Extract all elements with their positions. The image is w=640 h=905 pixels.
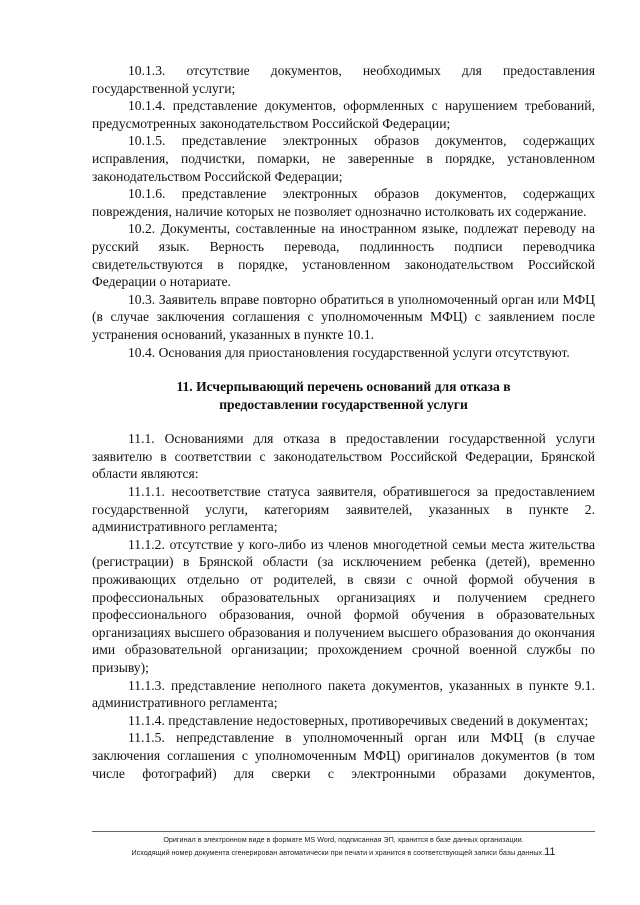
- footer-note-number-text: Исходящий номер документа сгенерирован автоматически при печати и хранится в соответствующей записи базы данных.: [131, 848, 545, 857]
- document-page: [92, 62, 595, 782]
- section-heading-line-1: 11. Исчерпывающий перечень оснований для отказа в: [176, 379, 511, 395]
- paragraph-10-2: 10.2. Документы, составленные на иностранном языке, подлежат переводу на русский язык. Верность перевода, подлинность подписи переводчика свидетельствуются в порядке, установленном законодательством Российской Федерации о нотариате.: [92, 221, 595, 290]
- paragraph-11-1-2: 11.1.2. отсутствие у кого-либо из членов многодетной семьи места жительства (регистрации) в Брянской области (за исключением ребенка (детей), временно проживающих отдельно от родителей, в связи с очной формой обучения в профессиональных образовательных организациях и получением среднего профессионального образования, очной формой обучения в образовательных организациях высшего образования и получением высшего образования до окончания ими образовательной организации; прохождением срочной военной службы по призыву);: [92, 536, 595, 675]
- paragraph-10-3: 10.3. Заявитель вправе повторно обратиться в уполномоченный орган или МФЦ (в случае заключения соглашения с уполномоченным МФЦ) с заявлением после устранения оснований, указанных в пункте 10.1.: [92, 291, 595, 342]
- footer-divider: [92, 831, 595, 832]
- paragraph-10-4: 10.4. Основания для приостановления государственной услуги отсутствуют.: [128, 344, 570, 360]
- section-heading-line-2: предоставлении государственной услуги: [219, 396, 468, 412]
- paragraph-11-1-5: 11.1.5. непредставление в уполномоченный орган или МФЦ (в случае заключения соглашения с уполномоченным МФЦ) оригиналов документов (в том числе фотографий) для сверки с электронными образами документов,: [92, 730, 595, 781]
- footer-note-original: Оригинал в электронном виде в формате MS Word, подписанная ЭП, хранится в базе данных организации.: [163, 835, 524, 844]
- spacer: [92, 361, 595, 378]
- page-number: 11: [544, 846, 556, 858]
- page-footer: [92, 834, 595, 859]
- paragraph-11-1-3: 11.1.3. представление неполного пакета документов, указанных в пункте 9.1. административного регламента;: [92, 677, 595, 711]
- paragraph-10-1-5: 10.1.5. представление электронных образов документов, содержащих исправления, подчистки, помарки, не заверенные в порядке, установленном законодательством Российской Федерации;: [92, 133, 595, 184]
- spacer: [92, 413, 595, 430]
- paragraph-10-1-3: 10.1.3. отсутствие документов, необходимых для предоставления государственной услуги;: [92, 63, 595, 96]
- paragraph-11-1: 11.1. Основаниями для отказа в предоставлении государственной услуги заявителю в соответствии с законодательством Российской Федерации, Брянской области являются:: [92, 431, 595, 482]
- paragraph-10-1-6: 10.1.6. представление электронных образов документов, содержащих повреждения, наличие которых не позволяет однозначно истолковать их содержание.: [92, 186, 595, 219]
- paragraph-10-1-4: 10.1.4. представление документов, оформленных с нарушением требований, предусмотренных законодательством Российской Федерации;: [92, 98, 595, 131]
- paragraph-11-1-4: 11.1.4. представление недостоверных, противоречивых сведений в документах;: [128, 712, 589, 728]
- paragraph-11-1-1: 11.1.1. несоответствие статуса заявителя, обратившегося за предоставлением государственной услуги, категориям заявителей, указанных в пункте 2. административного регламента;: [92, 484, 595, 535]
- footer-note-number: [92, 846, 595, 859]
